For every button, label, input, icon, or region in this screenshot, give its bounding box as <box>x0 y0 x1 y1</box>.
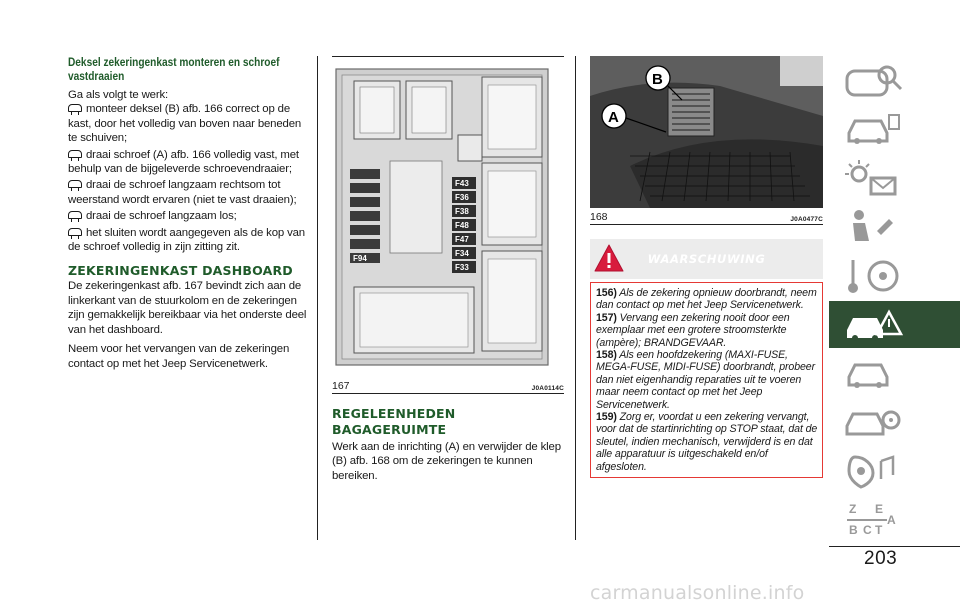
tab-multimedia[interactable] <box>829 447 960 494</box>
warning-title: WAARSCHUWING <box>647 252 766 266</box>
steering-wrench-icon <box>843 256 905 296</box>
bullet-icon <box>68 228 82 236</box>
paragraph: Werk aan de inrichting (A) en verwijder de klep (B) afb. 168 om de zekeringen te kunnen bereiken. <box>332 441 561 482</box>
tab-dashboard[interactable] <box>829 57 960 104</box>
bullet-list <box>68 102 308 254</box>
watermark: carmanualsonline.info <box>590 582 805 604</box>
section-subheading: Deksel zekeringenkast monteren en schroef vastdraaien <box>68 57 280 83</box>
warning-item: 156) Als de zekering opnieuw doorbrandt, neem dan contact op met het Jeep Servicenetwerk. <box>596 287 817 312</box>
figure-code: J0A0114C <box>531 385 564 392</box>
intro-text: Ga als volgt te werk: <box>68 89 169 101</box>
tab-starting-driving[interactable] <box>829 252 960 299</box>
tab-index[interactable] <box>829 496 960 543</box>
seat-airbag-icon <box>843 207 905 247</box>
bullet-icon <box>68 180 82 188</box>
tab-car-info[interactable] <box>829 106 960 153</box>
warning-triangle-icon <box>594 244 624 272</box>
fuse-box-diagram <box>332 57 564 377</box>
paragraph: De zekeringenkast afb. 167 bevindt zich aan de linkerkant van de stuurkolom en de zekeringen zijn gemakkelijk bereikbaar via het onderste deel van het dashboard. <box>68 280 307 336</box>
page-number: 203 <box>864 548 898 569</box>
label-a: A <box>608 109 619 126</box>
fuse-label: F94 <box>353 254 367 263</box>
warning-box <box>590 239 823 478</box>
section-heading: ZEKERINGENKAST DASHBOARD <box>68 263 293 279</box>
svg-text:B: B <box>849 522 858 537</box>
trunk-photo <box>590 56 823 208</box>
fuse-label: F43 <box>455 179 469 188</box>
bullet-item: draai schroef (A) afb. 166 volledig vast, met behulp van de bijgeleverde schroevendraaier; <box>68 148 299 176</box>
lights-message-icon <box>843 158 905 198</box>
bullet-item: draai de schroef langzaam los; <box>68 209 308 223</box>
figure-168 <box>590 56 823 225</box>
tab-lights-messages[interactable] <box>829 155 960 202</box>
svg-text:E: E <box>875 501 884 516</box>
bullet-item: monteer deksel (B) afb. 166 correct op de kast, door het volledig van boven naar beneden te schuiven; <box>68 103 302 145</box>
index-icon <box>843 500 905 540</box>
tab-safety[interactable] <box>829 203 960 250</box>
svg-text:T: T <box>875 522 883 537</box>
bullet-icon <box>68 211 82 219</box>
warning-item: 157) Vervang een zekering nooit door een exemplaar met een grotere stroomsterkte (ampère); BRANDGEVAAR. <box>596 311 790 349</box>
chapter-tabs <box>829 57 960 545</box>
bullet-icon <box>68 150 82 158</box>
figure-number: 168 <box>590 211 608 223</box>
text-column-middle <box>332 56 564 483</box>
car-maintenance-icon <box>843 353 905 393</box>
svg-text:A: A <box>887 512 896 527</box>
fuse-label: F33 <box>455 263 469 272</box>
figure-number: 167 <box>332 380 350 392</box>
figure-167 <box>332 56 564 394</box>
section-heading: REGELEENHEDEN BAGAGERUIMTE <box>332 406 456 437</box>
figure-caption <box>332 380 564 392</box>
tab-technical-data[interactable] <box>829 399 960 446</box>
figure-code: J0A0477C <box>790 216 823 223</box>
page-number-rule <box>829 546 960 547</box>
svg-text:Z: Z <box>849 501 857 516</box>
warning-body <box>590 282 823 478</box>
fuse-label: F36 <box>455 193 469 202</box>
tab-maintenance[interactable] <box>829 350 960 397</box>
multimedia-icon <box>843 451 905 491</box>
figure-caption <box>590 211 823 223</box>
label-b: B <box>652 71 663 88</box>
bullet-icon <box>68 104 82 112</box>
paragraph: Neem voor het vervangen van de zekeringen contact op met het Jeep Servicenetwerk. <box>68 343 290 370</box>
fuse-label: F47 <box>455 235 469 244</box>
car-info-icon <box>843 109 905 149</box>
fuse-label: F34 <box>455 249 469 258</box>
column-divider <box>575 56 576 540</box>
column-divider <box>317 56 318 540</box>
fuse-label: F48 <box>455 221 469 230</box>
bullet-item: het sluiten wordt aangegeven als de kop van de schroef volledig in zijn zitting zit. <box>68 226 305 254</box>
tab-emergency[interactable] <box>829 301 960 348</box>
car-settings-icon <box>843 402 905 442</box>
warning-header <box>590 239 823 279</box>
warning-item: 159) Zorg er, voordat u een zekering vervangt, voor dat de startinrichting op STOP staat, dat de sleutel, indien mechanisch, verwijderd is en dat alle apparatuur is uitgeschakeld en/of afgesloten. <box>596 411 818 473</box>
dashboard-search-icon <box>843 61 905 101</box>
warning-item: 158) Als een hoofdzekering (MAXI-FUSE, MEGA-FUSE, MIDI-FUSE) doorbrandt, probeer dan niet eigenhandig reparaties uit te voeren maar neem contact op met het Jeep Servicenetwerk. <box>596 349 816 411</box>
svg-text:C: C <box>863 522 872 537</box>
text-column-left <box>68 56 308 371</box>
text-column-right <box>590 56 823 478</box>
fuse-label: F38 <box>455 207 469 216</box>
bullet-item: draai de schroef langzaam rechtsom tot weerstand wordt ervaren (niet te vast draaien); <box>68 179 297 206</box>
emergency-car-icon <box>843 304 905 344</box>
